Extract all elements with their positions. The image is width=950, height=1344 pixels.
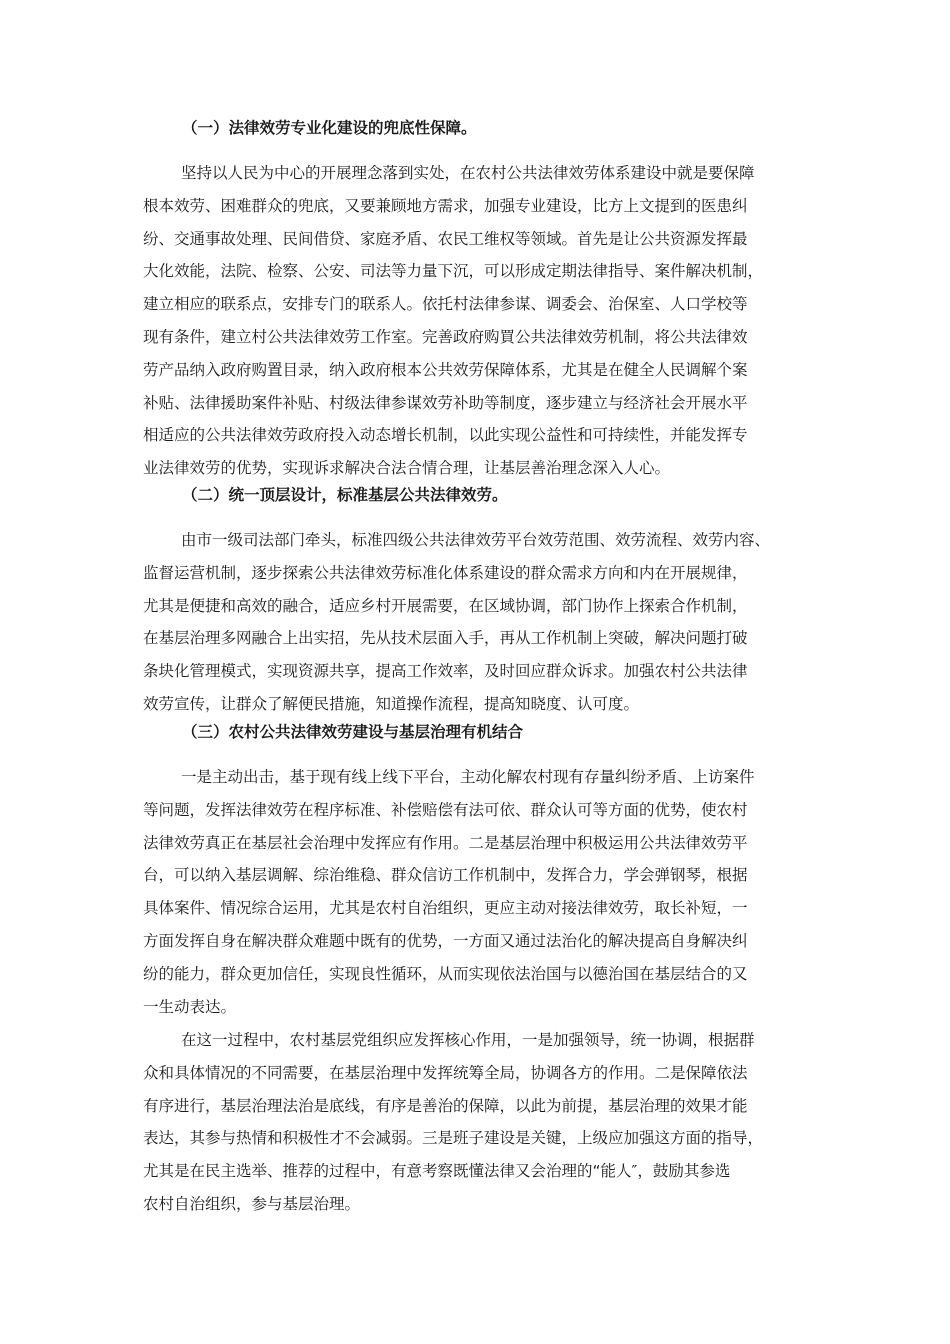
text-line: 在基层治理多网融合上出实招，先从技术层面入手，再从工作机制上突破，解决问题打破	[143, 629, 748, 648]
text-line: 效劳宣传，让群众了解便民措施，知道操作流程，提高知晓度、认可度。	[143, 694, 640, 713]
text-line: 相适应的公共法律效劳政府投入动态增长机制，以此实现公益性和可持续性，并能发挥专	[143, 426, 748, 445]
section-2-heading: （二）统一顶层设计，标准基层公共法律效劳。	[182, 486, 508, 504]
text-line: 现有条件，建立村公共法律效劳工作室。完善政府购買公共法律效劳机制，将公共法律效	[143, 327, 748, 346]
text-line: 一是主动出击，基于现有线上线下平台，主动化解农村现有存量纠纷矛盾、上访案件	[181, 768, 755, 786]
text-line: 条块化管理模式，实现资源共享，提高工作效率，及时回应群众诉求。加强农村公共法律	[143, 662, 748, 681]
text-line: 方面发挥自身在解决群众难题中既有的优势，一方面又通过法治化的解决提高自身解决纠	[143, 931, 748, 950]
text-line: 农村自治组织，参与基层治理。	[143, 1194, 361, 1213]
section-1-heading: （一）法律效劳专业化建设的兜底性保障。	[182, 119, 477, 137]
text-line: 尤其是便捷和高效的融合，适应乡村开展需要，在区域协调，部门协作上探索合作机制，	[143, 596, 748, 615]
text-line: 建立相应的联系点，安排专门的联系人。依托村法律参谋、调委会、治保室、人口学校等	[143, 295, 748, 314]
text-line: 纷、交通事故处理、民间借贷、家庭矛盾、农民工维权等领域。首先是让公共资源发挥最	[143, 229, 748, 248]
text-line: 业法律效劳的优势，实现诉求解决合法合情合理，让基层善治理念深入人心。	[143, 459, 671, 478]
text-line: 坚持以人民为中心的开展理念落到实处，在农村公共法律效劳体系建设中就是要保障	[181, 164, 755, 182]
text-line: 在这一过程中，农村基层党组织应发挥核心作用，一是加强领导，统一协调，根据群	[181, 1031, 755, 1049]
text-line: 大化效能，法院、检察、公安、司法等力量下沉，可以形成定期法律指导、案件解决机制，	[143, 262, 764, 281]
text-line: 纷的能力，群众更加信任，实现良性循环，从而实现依法治国与以德治国在基层结合的又	[143, 964, 748, 983]
text-line: 由市一级司法部门牵头，标准四级公共法律效劳平台效劳范围、效劳流程、效劳内容、	[181, 531, 771, 549]
text-line: 补贴、法律援助案件补贴、村级法律参谋效劳补助等制度，逐步建立与经济社会开展水平	[143, 393, 748, 412]
text-line: 根本效劳、困难群众的兜底，又要兼顾地方需求，加强专业建设，比方上文提到的医患纠	[143, 196, 748, 215]
text-line: 等问题，发挥法律效劳在程序标准、补偿赔偿有法可依、群众认可等方面的优势，使农村	[143, 800, 748, 819]
section-1-paragraph-1	[143, 163, 807, 491]
text-line: 台，可以纳入基层调解、综治维稳、群众信访工作机制中，发挥合力，学会弹钢琴，根据	[143, 866, 748, 885]
text-line: 劳产品纳入政府购置目录，纳入政府根本公共效劳保障体系，尤其是在健全人民调解个案	[143, 360, 748, 379]
section-2-paragraph-1	[143, 530, 807, 727]
section-3-paragraph-2	[143, 1030, 807, 1227]
text-line: 尤其是在民主选举、推荐的过程中，有意考察既懂法律又会治理的“能人″，鼓励其参选	[143, 1162, 731, 1181]
section-3-heading: （三）农村公共法律效劳建设与基层治理有机结合	[182, 723, 524, 741]
text-line: 法律效劳真正在基层社会治理中发挥应有作用。二是基层治理中积极运用公共法律效劳平	[143, 833, 748, 852]
text-line: 监督运营机制，逐步探索公共法律效劳标准化体系建设的群众需求方向和内在开展规律，	[143, 563, 748, 582]
text-line: 众和具体情况的不同需要，在基层治理中发挥统筹全局，协调各方的作用。二是保障依法	[143, 1063, 748, 1082]
text-line: 有序进行，基层治理法治是底线，有序是善治的保障，以此为前提，基层治理的效果才能	[143, 1096, 748, 1115]
section-3-paragraph-1	[143, 767, 807, 1029]
text-line: 一生动表达。	[143, 997, 237, 1016]
text-line: 表达，其参与热情和积极性才不会减弱。三是班子建设是关键，上级应加强这方面的指导，	[143, 1129, 764, 1148]
text-line: 具体案件、情况综合运用，尤其是农村自治组织，更应主动对接法律效劳，取长补短，一	[143, 899, 748, 918]
